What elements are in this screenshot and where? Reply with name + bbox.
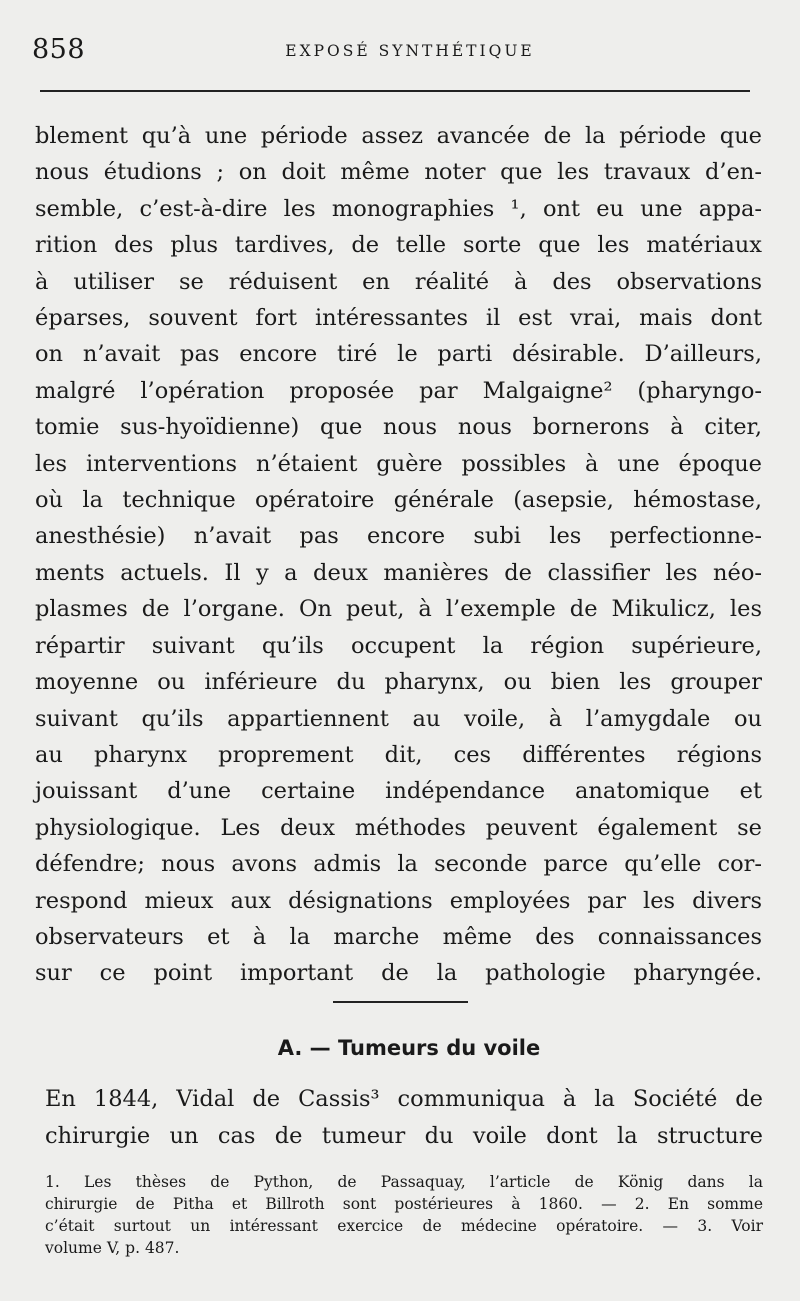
footnote-line: volume V, p. 487. [45,1239,180,1257]
text-line: En 1844, Vidal de Cassis³ communiqua à la Société de [45,1086,763,1112]
header-rule [40,90,750,92]
text-line: suivant qu’ils appartiennent au voile, à l’amygdale ou [35,705,762,732]
running-head: EXPOSÉ SYNTHÉTIQUE [285,42,535,60]
text-line: observateurs et à la marche même des connaissances [35,923,762,950]
text-line: sur ce point important de la pathologie pharyngée. [35,960,762,987]
text-line: malgré l’opération proposée par Malgaigne² (pharyngo- [35,377,762,404]
text-line: à utiliser se réduisent en réalité à des observations [35,268,762,295]
text-line: éparses, souvent fort intéressantes il est vrai, mais dont [35,305,762,332]
text-line: blement qu’à une période assez avancée de la période que [35,123,762,149]
footnote-line: chirurgie de Pitha et Billroth sont postérieures à 1860. — 2. En somme [45,1195,763,1213]
text-line: où la technique opératoire générale (asepsie, hémostase, [35,487,762,514]
text-line: les interventions n’étaient guère possibles à une époque [35,450,762,477]
footnotes [45,1171,763,1259]
text-line: jouissant d’une certaine indépendance anatomique et [35,778,762,805]
section-paragraph [45,1081,763,1155]
text-line: au pharynx proprement dit, ces différentes régions [35,741,762,768]
footnote-line: c’était surtout un intéressant exercice de médecine opératoire. — 3. Voir [45,1217,763,1235]
body-paragraph [35,118,762,992]
text-line: on n’avait pas encore tiré le parti désirable. D’ailleurs, [35,341,762,368]
text-line: respond mieux aux désignations employées par les divers [35,887,762,914]
text-line: physiologique. Les deux méthodes peuvent également se [35,814,762,841]
text-line: défendre; nous avons admis la seconde parce qu’elle cor- [35,851,762,878]
text-line: chirurgie un cas de tumeur du voile dont la structure [45,1123,763,1149]
footnote-line: 1. Les thèses de Python, de Passaquay, l’article de König dans la [45,1173,763,1191]
text-line: ments actuels. Il y a deux manières de classifier les néo- [35,559,762,586]
section-heading: A. — Tumeurs du voile [277,1036,541,1060]
text-line: nous étudions ; on doit même noter que les travaux d’en- [35,159,762,186]
section-divider [333,1001,468,1003]
text-line: rition des plus tardives, de telle sorte que les matériaux [35,232,762,259]
page-header [0,0,800,90]
text-line: plasmes de l’organe. On peut, à l’exemple de Mikulicz, les [35,596,762,623]
text-line: répartir suivant qu’ils occupent la région supérieure, [35,632,762,659]
page-number: 858 [32,34,86,65]
text-line: tomie sus-hyoïdienne) que nous nous bornerons à citer, [35,414,762,441]
text-line: anesthésie) n’avait pas encore subi les perfectionne- [35,523,762,550]
text-line: moyenne ou inférieure du pharynx, ou bien les grouper [35,669,762,696]
text-line: semble, c’est-à-dire les monographies ¹, ont eu une appa- [35,195,762,222]
